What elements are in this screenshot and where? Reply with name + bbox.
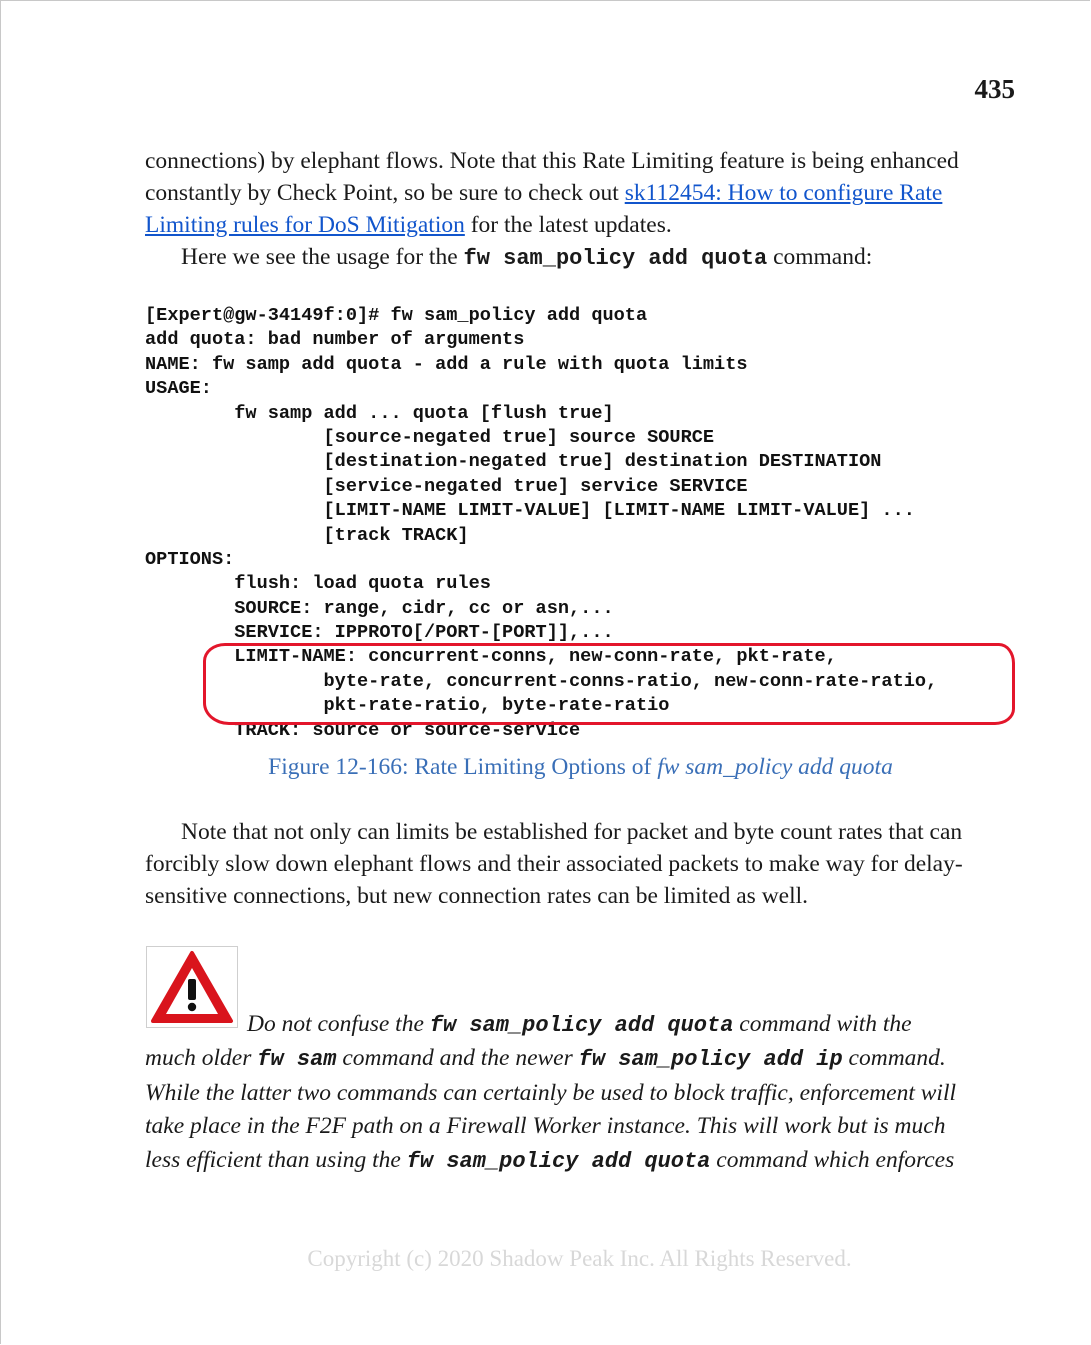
warning-text-2: command with the: [733, 1011, 912, 1037]
caption-text: Figure 12-166: Rate Limiting Options of: [268, 754, 658, 780]
intro-line-3: [145, 209, 1015, 241]
page-number: 435: [974, 74, 1015, 104]
code-line: flush: load quota rules: [145, 573, 491, 595]
warning-text-3: much older: [145, 1045, 258, 1072]
intro-line-2: [145, 177, 1015, 209]
warning-text-8: less efficient than using the: [145, 1146, 407, 1173]
intro-line-1: connections) by elephant flows. Note that this Rate Limiting feature is being enhanced: [145, 148, 959, 174]
warning-command-3: fw sam_policy add ip: [578, 1047, 843, 1073]
code-line: pkt-rate-ratio, byte-rate-ratio: [145, 695, 670, 717]
warning-command-1: fw sam_policy add quota: [429, 1013, 734, 1038]
copyright-footer: Copyright (c) 2020 Shadow Peak Inc. All Rights Reserved.: [307, 1246, 852, 1271]
code-line: LIMIT-NAME: concurrent-conns, new-conn-rate, pkt-rate,: [145, 646, 837, 668]
warning-line-1: [145, 1008, 1015, 1042]
code-listing: [145, 304, 1025, 743]
usage-text: Here we see the usage for the: [181, 244, 464, 270]
code-line: SERVICE: IPPROTO[/PORT-[PORT]],...: [145, 622, 614, 644]
warning-line-5: [145, 1144, 1015, 1178]
code-line: [service-negated true] service SERVICE: [145, 475, 748, 497]
warning-text-4: command and the newer: [336, 1045, 579, 1072]
intro-paragraph: [145, 145, 1015, 275]
caption-command: fw sam_policy add quota: [657, 754, 893, 780]
note-line-3: sensitive connections, but new connection rates can be limited as well.: [145, 883, 809, 909]
note-paragraph: [145, 816, 1015, 912]
code-line: [LIMIT-NAME LIMIT-VALUE] [LIMIT-NAME LIMIT-VALUE] ...: [145, 500, 915, 522]
warning-text-1: Do not confuse the: [247, 1011, 430, 1037]
sk112454-link[interactable]: sk112454: How to configure Rate: [624, 180, 943, 206]
code-line: TRACK: source or source-service: [145, 719, 581, 741]
code-line: fw samp add ... quota [flush true]: [145, 402, 614, 424]
sk112454-link-continued[interactable]: Limiting rules for DoS Mitigation: [145, 212, 465, 238]
code-line: SOURCE: range, cidr, cc or asn,...: [145, 597, 614, 619]
warning-text-5: command.: [842, 1045, 946, 1072]
note-line-1: Note that not only can limits be established for packet and byte count rates that can: [181, 819, 963, 845]
code-line: add quota: bad number of arguments: [145, 329, 525, 351]
warning-line-2: [145, 1042, 1015, 1076]
code-line: [Expert@gw-34149f:0]# fw sam_policy add quota: [145, 305, 648, 326]
usage-line: [145, 241, 1015, 275]
code-line: byte-rate, concurrent-conns-ratio, new-conn-rate-ratio,: [145, 670, 938, 692]
warning-paragraph: [145, 1008, 1015, 1178]
warning-line-4: take place in the F2F path on a Firewall Worker instance. This will work but is much: [145, 1113, 946, 1140]
code-line: [track TRACK]: [145, 524, 469, 546]
code-line: [destination-negated true] destination DESTINATION: [145, 451, 882, 473]
intro-line-2-text: constantly by Check Point, so be sure to check out: [145, 180, 625, 206]
code-line: NAME: fw samp add quota - add a rule with quota limits: [145, 353, 748, 375]
code-line: [source-negated true] source SOURCE: [145, 426, 715, 448]
figure-caption: [0, 754, 1091, 781]
warning-line-3: While the latter two commands can certainly be used to block traffic, enforcement will: [145, 1079, 957, 1106]
usage-text-end: command:: [767, 244, 873, 270]
usage-command: fw sam_policy add quota: [463, 246, 768, 271]
code-line: USAGE:: [145, 378, 212, 400]
warning-command-2: fw sam: [257, 1047, 337, 1073]
note-line-2: forcibly slow down elephant flows and their associated packets to make way for delay-: [145, 851, 963, 877]
intro-line-3-text: for the latest updates.: [464, 212, 672, 238]
warning-command-4: fw sam_policy add quota: [406, 1148, 711, 1174]
warning-text-9: command which enforces: [710, 1146, 955, 1173]
code-line: OPTIONS:: [145, 548, 235, 570]
